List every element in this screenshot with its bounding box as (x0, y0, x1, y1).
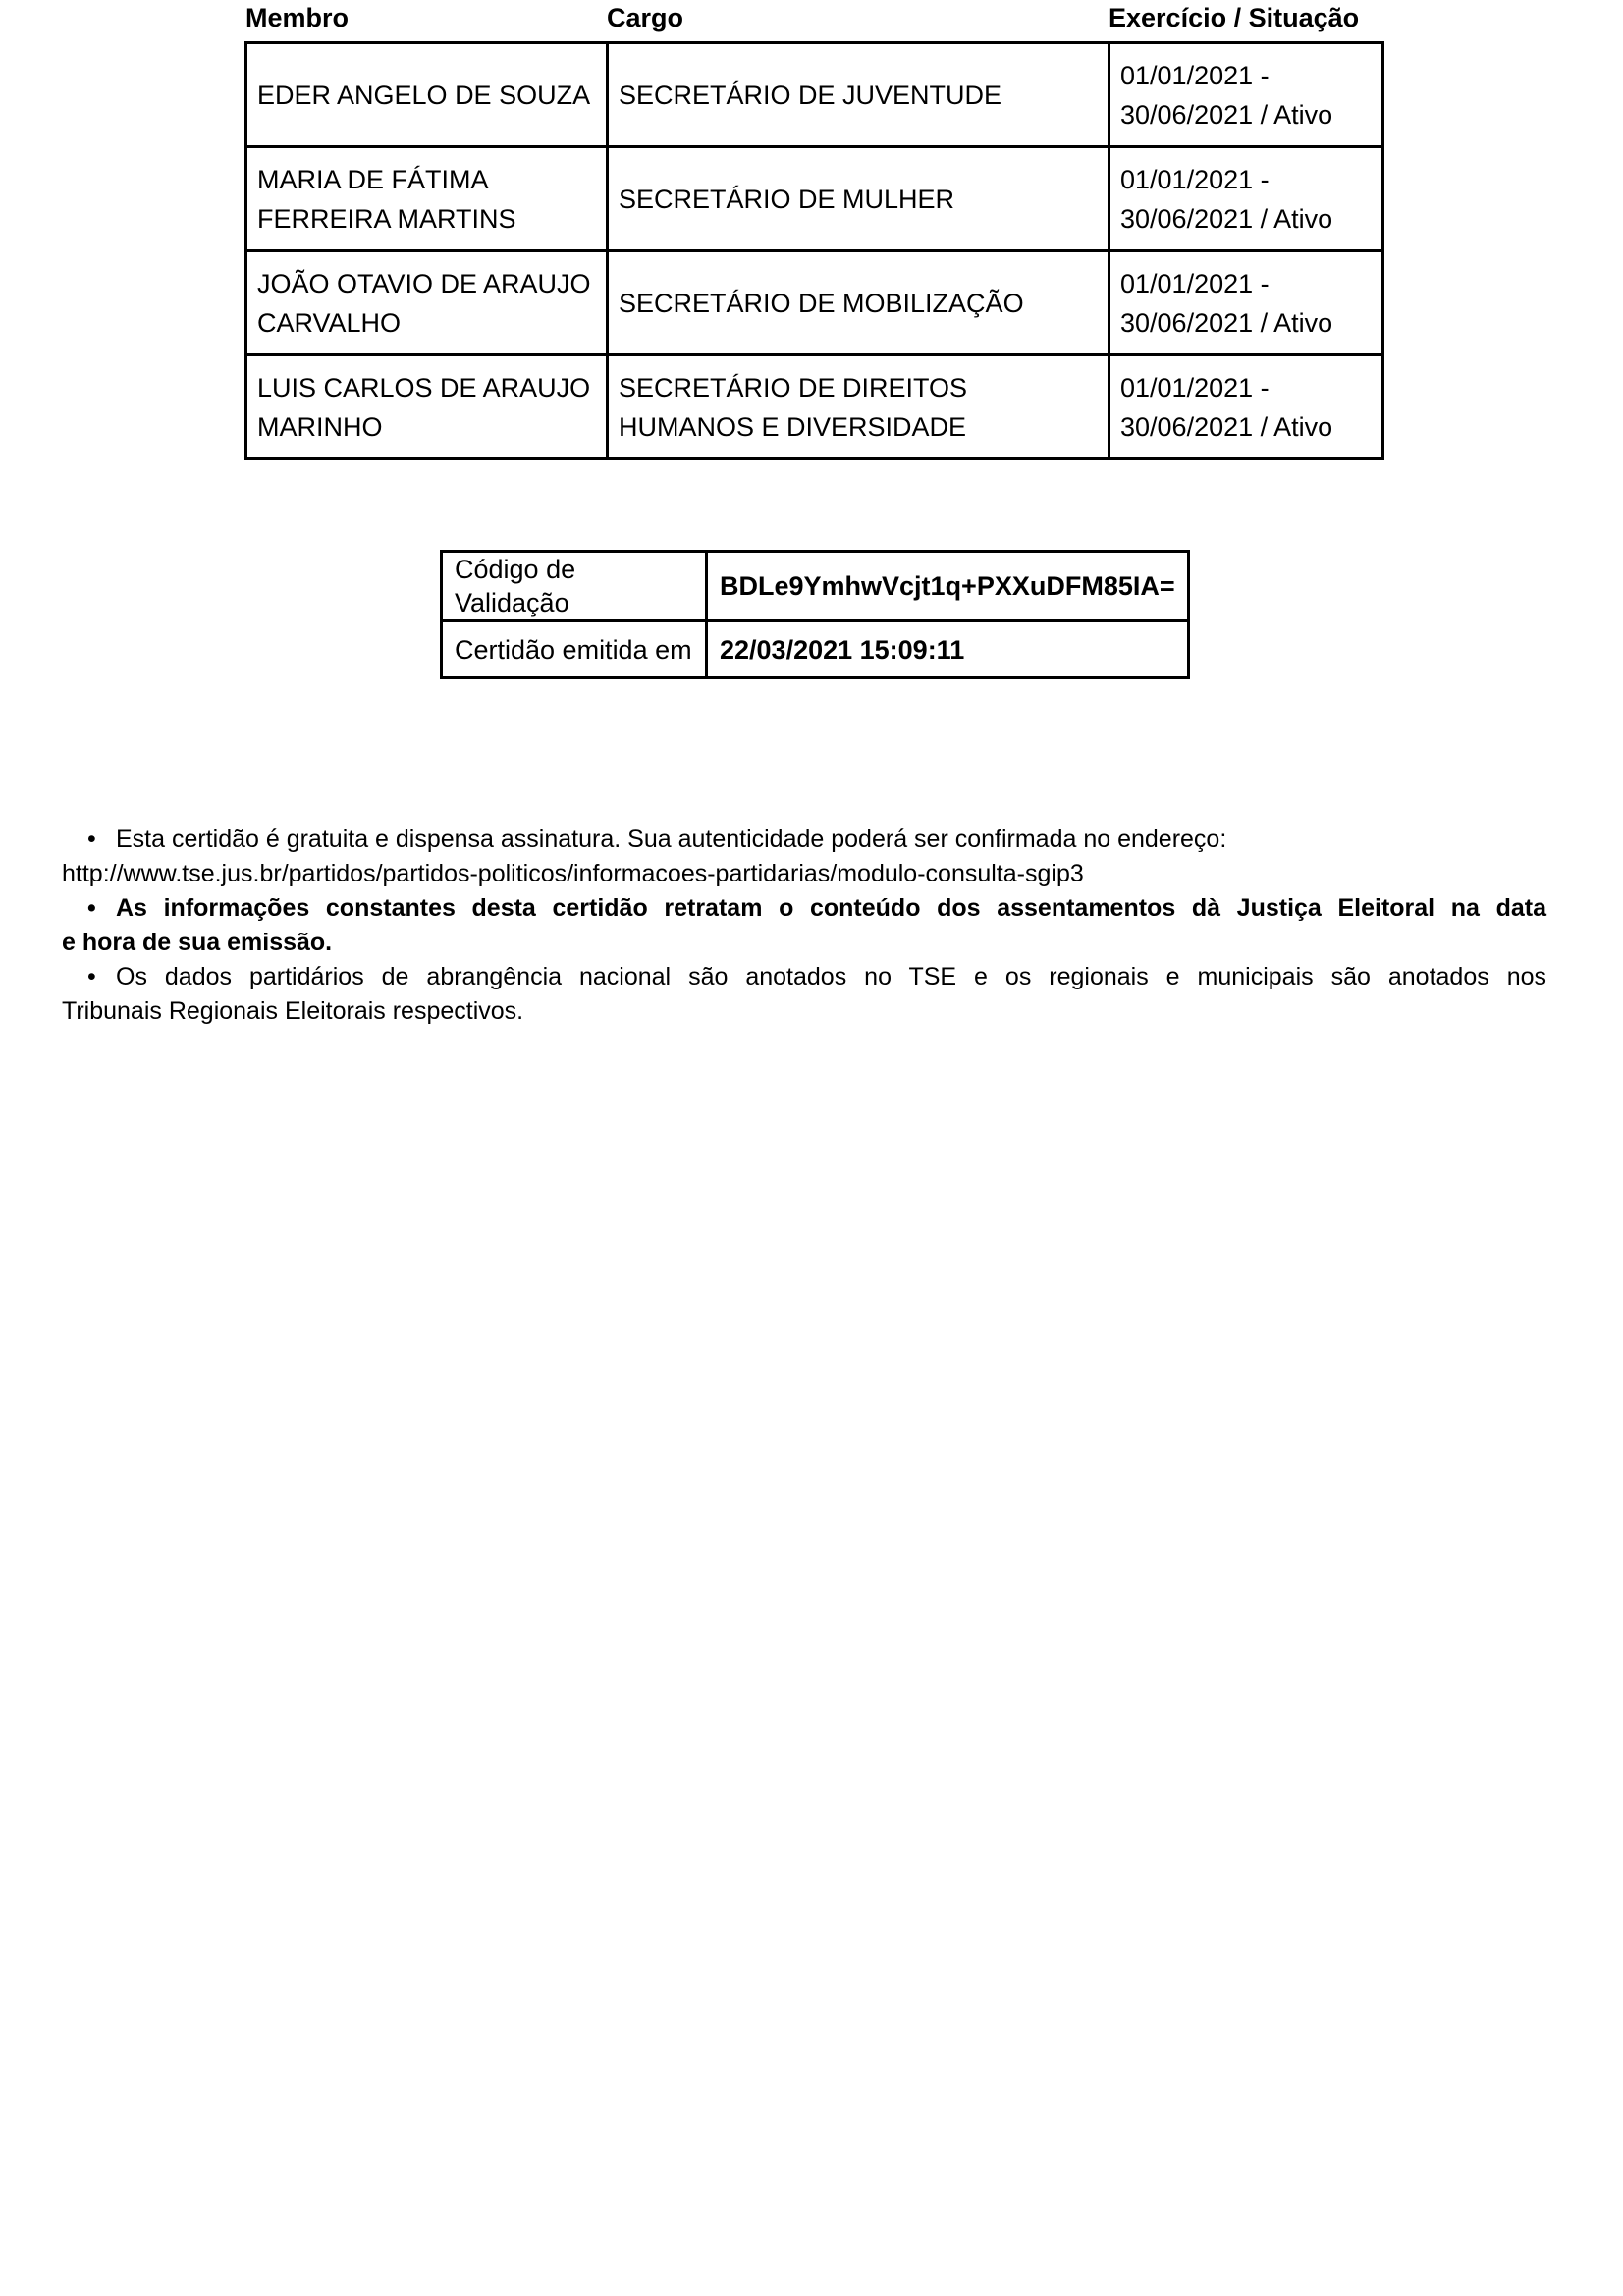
validation-row (442, 621, 1189, 678)
issue-date-label: Certidão emitida em (442, 621, 707, 678)
validation-code-value: BDLe9YmhwVcjt1q+PXXuDFM85IA= (707, 552, 1189, 621)
table-row (246, 355, 1383, 459)
cargo-cell: SECRETÁRIO DE MULHER (608, 147, 1109, 251)
members-table-header-cargo: Cargo (607, 3, 684, 32)
member-name-cell: LUIS CARLOS DE ARAUJO MARINHO (246, 355, 608, 459)
cargo-cell: SECRETÁRIO DE DIREITOS HUMANOS E DIVERSIDADE (608, 355, 1109, 459)
cargo-cell: SECRETÁRIO DE JUVENTUDE (608, 43, 1109, 147)
note-text: As informações constantes desta certidão retratam o conteúdo dos assentamentos dà Justiça Eleitoral na data (116, 894, 1546, 922)
members-table-header-row (244, 2, 1381, 37)
bullet-icon: • (87, 826, 96, 853)
members-table-header-exercicio: Exercício / Situação (1109, 3, 1360, 32)
exercicio-situacao-cell: 01/01/2021 - 30/06/2021 / Ativo (1109, 147, 1383, 251)
member-name-cell: JOÃO OTAVIO DE ARAUJO CARVALHO (246, 251, 608, 355)
validation-code-label: Código de Validação (442, 552, 707, 621)
members-table (244, 41, 1384, 460)
note-records-line-2: e hora de sua emissão. (62, 929, 333, 956)
note-text: Esta certidão é gratuita e dispensa assinatura. Sua autenticidade poderá ser confirmada no endereço: (116, 826, 1227, 853)
note-free-certificate-line-1 (62, 823, 1546, 857)
exercicio-situacao-cell: 01/01/2021 - 30/06/2021 / Ativo (1109, 355, 1383, 459)
member-name-cell: EDER ANGELO DE SOUZA (246, 43, 608, 147)
validation-table (440, 550, 1190, 679)
bullet-icon: • (87, 963, 96, 990)
exercicio-situacao-cell: 01/01/2021 - 30/06/2021 / Ativo (1109, 251, 1383, 355)
member-name-cell: MARIA DE FÁTIMA FERREIRA MARTINS (246, 147, 608, 251)
table-row (246, 251, 1383, 355)
validation-row (442, 552, 1189, 621)
bullet-icon: • (87, 894, 96, 922)
note-scope-line-1 (62, 960, 1546, 994)
table-row (246, 43, 1383, 147)
note-validation-url: http://www.tse.jus.br/partidos/partidos-politicos/informacoes-partidarias/modulo-consulta-sgip3 (62, 860, 1084, 887)
cargo-cell: SECRETÁRIO DE MOBILIZAÇÃO (608, 251, 1109, 355)
note-records-line-1 (62, 891, 1546, 926)
notes-section (62, 823, 1546, 1029)
members-table-header-membro: Membro (245, 3, 350, 32)
exercicio-situacao-cell: 01/01/2021 - 30/06/2021 / Ativo (1109, 43, 1383, 147)
note-text: Os dados partidários de abrangência nacional são anotados no TSE e os regionais e municipais são anotados nos (116, 963, 1546, 990)
table-row (246, 147, 1383, 251)
issue-date-value: 22/03/2021 15:09:11 (707, 621, 1189, 678)
note-scope-line-2: Tribunais Regionais Eleitorais respectivos. (62, 997, 524, 1025)
